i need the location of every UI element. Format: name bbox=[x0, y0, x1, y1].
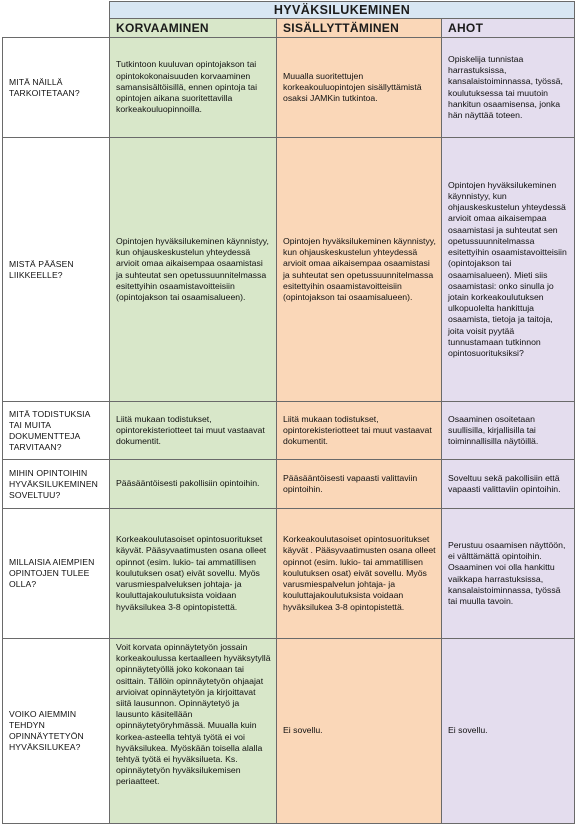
row-question: VOIKO AIEMMIN TEHDYN OPINNÄYTETYÖN HYVÄKSILUKEA? bbox=[3, 639, 110, 824]
cell-korvaaminen: Pääsääntöisesti pakollisiin opintoihin. bbox=[110, 460, 277, 509]
corner-blank bbox=[3, 2, 110, 19]
column-header-ahot: AHOT bbox=[442, 19, 575, 38]
row-question: MILLAISIA AIEMPIEN OPINTOJEN TULEE OLLA? bbox=[3, 509, 110, 639]
corner-blank-2 bbox=[3, 19, 110, 38]
cell-ahot: Osaaminen osoitetaan suullisilla, kirjallisilla tai toiminnallisilla näytöillä. bbox=[442, 402, 575, 460]
cell-korvaaminen: Voit korvata opinnäytetyön jossain korkeakoulussa kertaalleen hyväksytyllä opinnäytetyöllä joko kokonaan tai osittain. Tällöin opinnäytetyön ohjaajat arvioivat opinnäytetyön ja kirjoittavat siitä lausunnon. Opinnäytetyö ja lausunto käsitellään opinnäytetyöryhmässä. Muualla kuin korkea-asteella tehtyä työtä ei voi hyväksilukea. Myöskään toisella alalla tehtyä työtä ei hyväksilueta. Ks. opinnäytetyön hyväksilukemisen periaatteet. bbox=[110, 639, 277, 824]
table-row bbox=[3, 38, 575, 138]
cell-ahot: Ei sovellu. bbox=[442, 639, 575, 824]
row-question: MITÄ NÄILLÄ TARKOITETAAN? bbox=[3, 38, 110, 138]
cell-korvaaminen: Liitä mukaan todistukset, opintorekisteriotteet tai muut vastaavat dokumentit. bbox=[110, 402, 277, 460]
column-header-korvaaminen: KORVAAMINEN bbox=[110, 19, 277, 38]
cell-korvaaminen: Korkeakoulutasoiset opintosuoritukset käyvät. Pääsyvaatimusten osana olleet opinnot (esim. lukio- tai ammatillisen koulutuksen osat) eivät sovellu. Myös varusmiespalveluksen johtaja- ja kouluttajakoulutuksista voidaan hyväksilukea 3-8 opintopistettä. bbox=[110, 509, 277, 639]
cell-sisallyttaminen: Liitä mukaan todistukset, opintorekisteriotteet tai muut vastaavat dokumentit. bbox=[277, 402, 442, 460]
cell-ahot: Perustuu osaamisen näyttöön, ei välttämättä opintoihin. Osaaminen voi olla hankittu vaikkapa harrastuksissa, kansalaistoiminnassa, työssä tai muulla tavoin. bbox=[442, 509, 575, 639]
cell-ahot: Opintojen hyväksilukeminen käynnistyy, kun ohjauskeskustelun yhteydessä arvioit omaa aikaisempaa osaamistasi ja suhteutat sen opetussuunnitelmassa esitettyihin osaamistavoitteisiin (opintojakson tai osaamisalueen). Mieti siis osaamistasi: onko sinulla jo jotain korkeakoulutuksen ulkopuolelta hankittuja osaamista, tietoja ja taitoja, joita voisit pyytää tunnustamaan tutkinnon opintosuorituksiksi? bbox=[442, 138, 575, 402]
table-row bbox=[3, 138, 575, 402]
table-row bbox=[3, 509, 575, 639]
cell-ahot: Opiskelija tunnistaa harrastuksissa, kansalaistoiminnassa, työssä, koulutuksessa tai muutoin hankitun osaamisensa, jonka hän näyttää toteen. bbox=[442, 38, 575, 138]
cell-sisallyttaminen: Ei sovellu. bbox=[277, 639, 442, 824]
column-header-sisallyttaminen: SISÄLLYTTÄMINEN bbox=[277, 19, 442, 38]
cell-ahot: Soveltuu sekä pakollisiin että vapaasti valittaviin opintoihin. bbox=[442, 460, 575, 509]
table-row bbox=[3, 639, 575, 824]
table-row bbox=[3, 460, 575, 509]
title-row bbox=[3, 2, 575, 19]
row-question: MIHIN OPINTOIHIN HYVÄKSILUKEMINEN SOVELTUU? bbox=[3, 460, 110, 509]
table-title: HYVÄKSILUKEMINEN bbox=[110, 2, 575, 19]
cell-sisallyttaminen: Muualla suoritettujen korkeakouluopintojen sisällyttämistä osaksi JAMKin tutkintoa. bbox=[277, 38, 442, 138]
credit-transfer-table bbox=[2, 1, 575, 824]
cell-korvaaminen: Tutkintoon kuuluvan opintojakson tai opintokokonaisuuden korvaaminen samansisältöisillä, ennen opintoja tai opintojen aikana suoritettavilla korkeakouluopinnoilla. bbox=[110, 38, 277, 138]
table-row bbox=[3, 402, 575, 460]
cell-sisallyttaminen: Korkeakoulutasoiset opintosuoritukset käyvät . Pääsyvaatimusten osana olleet opinnot (esim. lukio- tai ammatillisen koulutuksen osat) eivät sovellu. Myös varusmiespalvelun johtaja- ja kouluttajakoulutuksista voidaan hyväksilukea 3-8 opintopistettä. bbox=[277, 509, 442, 639]
row-question: MISTÄ PÄÄSEN LIIKKEELLE? bbox=[3, 138, 110, 402]
column-header-row bbox=[3, 19, 575, 38]
cell-sisallyttaminen: Opintojen hyväksilukeminen käynnistyy, kun ohjauskeskustelun yhteydessä arvioit omaa aikaisempaa osaamistasi ja suhteutat sen opetussuunnitelmassa esitettyihin osaamistavoitteisiin (opintojakson tai osaamisalueen). bbox=[277, 138, 442, 402]
row-question: MITÄ TODISTUKSIA TAI MUITA DOKUMENTTEJA TARVITAAN? bbox=[3, 402, 110, 460]
cell-korvaaminen: Opintojen hyväksilukeminen käynnistyy, kun ohjauskeskustelun yhteydessä arvioit omaa aikaisempaa osaamistasi ja suhteutat sen opetussuunnitelmassa esitettyihin osaamistavoitteisiin (opintojakson tai osaamisalueen). bbox=[110, 138, 277, 402]
cell-sisallyttaminen: Pääsääntöisesti vapaasti valittaviin opintoihin. bbox=[277, 460, 442, 509]
